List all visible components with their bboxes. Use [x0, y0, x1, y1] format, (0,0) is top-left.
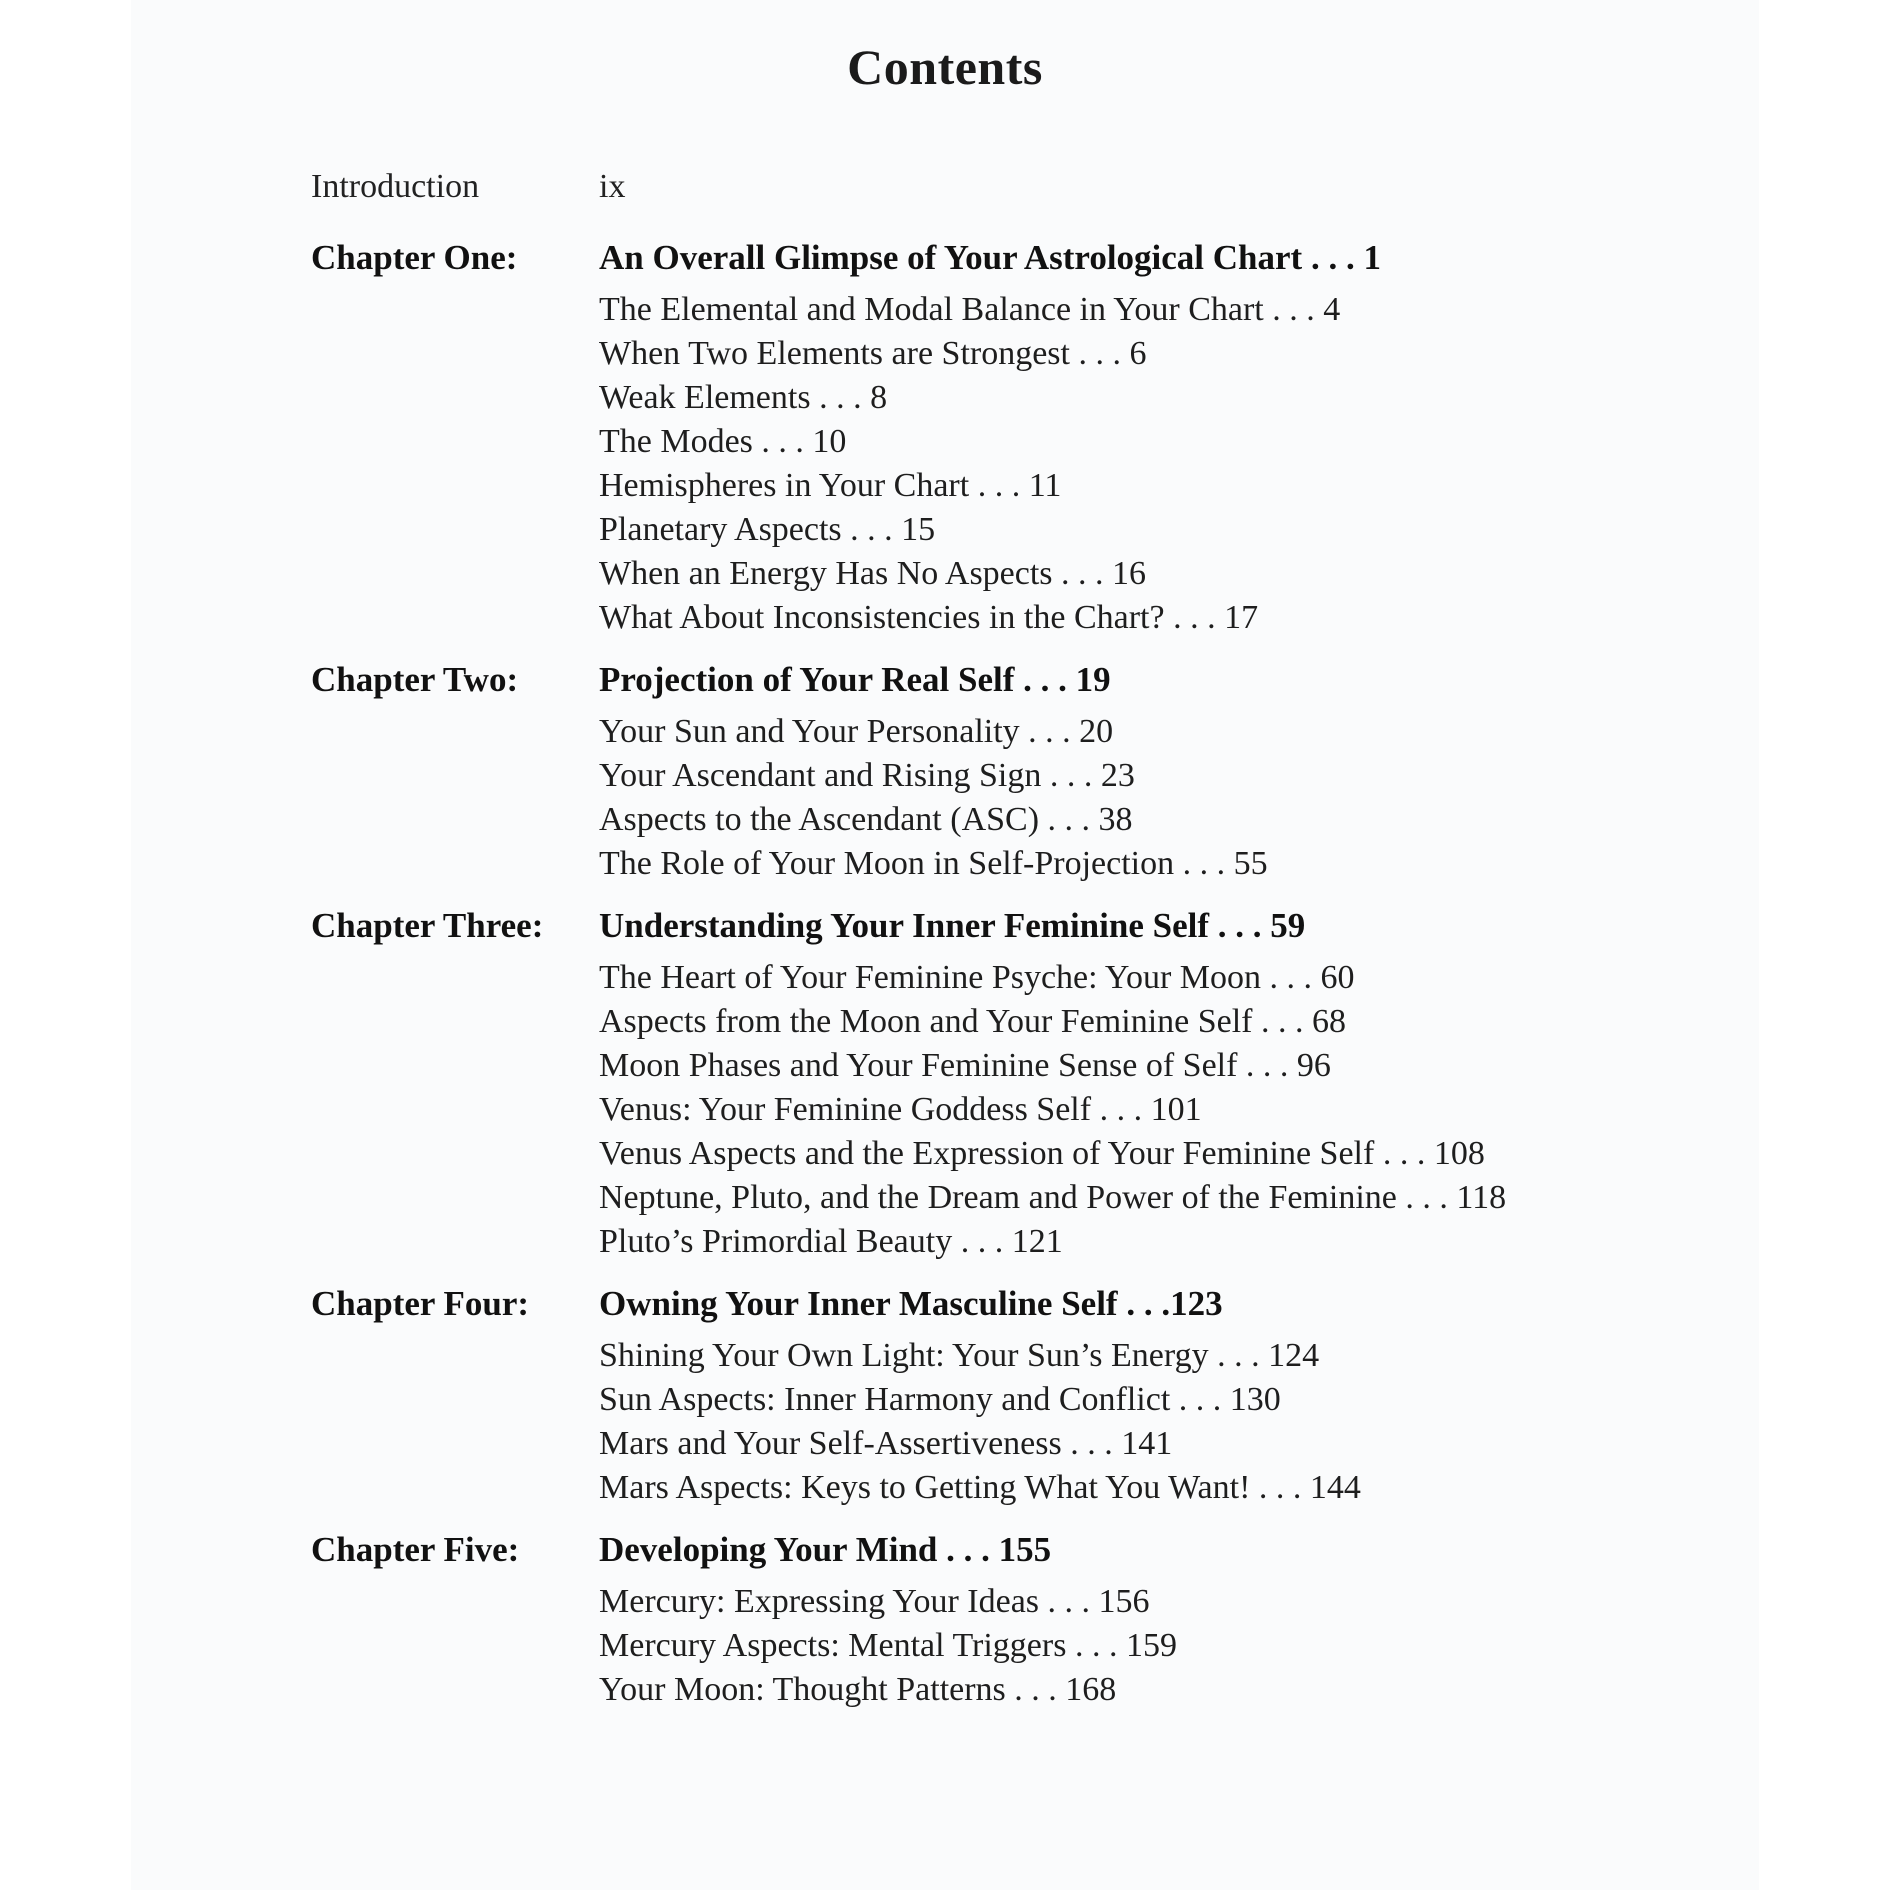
- chapter-heading: [311, 238, 1741, 278]
- section-entry: Mercury: Expressing Your Ideas . . . 156: [599, 1583, 1150, 1620]
- chapter-label: Chapter One:: [311, 238, 518, 277]
- chapter-five: [311, 1530, 1741, 1712]
- section-entry: Your Sun and Your Personality . . . 20: [599, 713, 1114, 750]
- section-entry: Pluto’s Primordial Beauty . . . 121: [599, 1223, 1063, 1260]
- section-entry: Your Ascendant and Rising Sign . . . 23: [599, 757, 1135, 794]
- introduction-entry: [311, 168, 1741, 230]
- chapter-title: An Overall Glimpse of Your Astrological Chart . . . 1: [599, 238, 1381, 277]
- section-entry: Weak Elements . . . 8: [599, 379, 888, 416]
- chapter-heading: [311, 660, 1741, 700]
- table-of-contents: [311, 168, 1741, 1712]
- section-entry: Hemispheres in Your Chart . . . 11: [599, 467, 1062, 504]
- section-entry: Planetary Aspects . . . 15: [599, 511, 936, 548]
- section-entry: When Two Elements are Strongest . . . 6: [599, 335, 1147, 372]
- chapter-label: Chapter Four:: [311, 1284, 530, 1323]
- chapter-label: Chapter Three:: [311, 906, 544, 945]
- section-entry: The Modes . . . 10: [599, 423, 847, 460]
- chapter-title: Understanding Your Inner Feminine Self . . . 59: [599, 906, 1306, 945]
- section-entry: The Heart of Your Feminine Psyche: Your Moon . . . 60: [599, 959, 1355, 996]
- chapter-heading: [311, 906, 1741, 946]
- page-title: Contents: [847, 39, 1043, 95]
- chapter-label: Chapter Two:: [311, 660, 519, 699]
- chapter-three: [311, 906, 1741, 1264]
- section-list: [599, 956, 1741, 1264]
- chapter-heading: [311, 1530, 1741, 1570]
- book-page: [131, 0, 1759, 1890]
- section-entry: Mercury Aspects: Mental Triggers . . . 159: [599, 1627, 1177, 1664]
- section-entry: Sun Aspects: Inner Harmony and Conflict . . . 130: [599, 1381, 1281, 1418]
- section-entry: Neptune, Pluto, and the Dream and Power of the Feminine . . . 118: [599, 1179, 1507, 1216]
- section-entry: Aspects from the Moon and Your Feminine Self . . . 68: [599, 1003, 1347, 1040]
- section-entry: Moon Phases and Your Feminine Sense of Self . . . 96: [599, 1047, 1331, 1084]
- chapter-heading: [311, 1284, 1741, 1324]
- section-entry: What About Inconsistencies in the Chart? . . . 17: [599, 599, 1259, 636]
- section-list: [599, 1334, 1741, 1510]
- chapter-label: Chapter Five:: [311, 1530, 520, 1569]
- section-list: [599, 288, 1741, 640]
- section-entry: Your Moon: Thought Patterns . . . 168: [599, 1671, 1117, 1708]
- section-entry: Aspects to the Ascendant (ASC) . . . 38: [599, 801, 1133, 838]
- section-entry: Venus: Your Feminine Goddess Self . . . 101: [599, 1091, 1202, 1128]
- chapter-one: [311, 238, 1741, 640]
- chapter-title: Owning Your Inner Masculine Self . . .123: [599, 1284, 1223, 1323]
- section-entry: Mars Aspects: Keys to Getting What You Want! . . . 144: [599, 1469, 1361, 1506]
- section-entry: Shining Your Own Light: Your Sun’s Energy . . . 124: [599, 1337, 1320, 1374]
- section-entry: The Role of Your Moon in Self-Projection . . . 55: [599, 845, 1268, 882]
- section-entry: Venus Aspects and the Expression of Your Feminine Self . . . 108: [599, 1135, 1485, 1172]
- chapter-two: [311, 660, 1741, 886]
- section-list: [599, 1580, 1741, 1712]
- section-entry: When an Energy Has No Aspects . . . 16: [599, 555, 1147, 592]
- chapter-title: Developing Your Mind . . . 155: [599, 1530, 1052, 1569]
- section-entry: The Elemental and Modal Balance in Your Chart . . . 4: [599, 291, 1341, 328]
- introduction-label: Introduction: [311, 168, 480, 205]
- chapter-four: [311, 1284, 1741, 1510]
- chapter-title: Projection of Your Real Self . . . 19: [599, 660, 1111, 699]
- section-list: [599, 710, 1741, 886]
- introduction-page: ix: [599, 168, 626, 205]
- section-entry: Mars and Your Self-Assertiveness . . . 141: [599, 1425, 1173, 1462]
